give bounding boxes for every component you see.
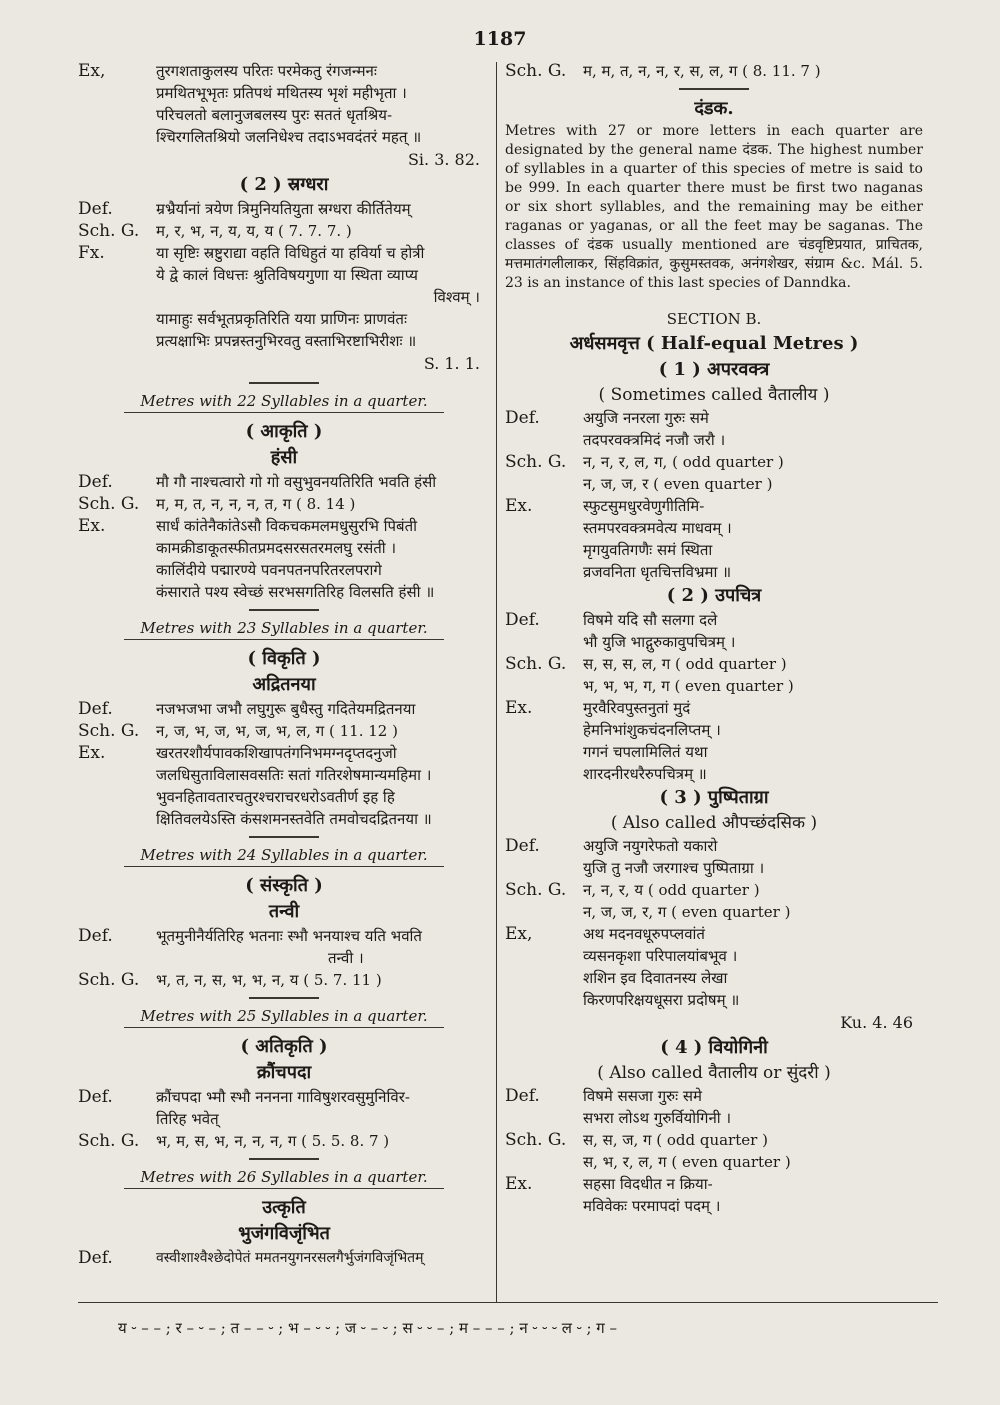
ex-label: Ex.: [505, 698, 533, 718]
ex-label: Ex.: [78, 516, 106, 536]
verse-line: क्षितिवलयेऽस्ति कंसशमनस्तवेति तमवोचदद्रितनया ॥: [156, 810, 432, 828]
divider: [249, 997, 319, 999]
divider: [249, 382, 319, 384]
kraunchapada-entry: [78, 1034, 490, 1152]
scheme: स, स, ज, ग ( odd quarter ): [583, 1131, 768, 1149]
definition: अयुजि नयुगरेफतो यकारो: [583, 837, 718, 855]
dandaka-paragraph: Metres with 27 or more letters in each quarter are designated by the general name दंडक. The highest number of syllables in a quarter of this species of metre is said to be 999. In each quarter there must be first two naganas or six short syllables, and the remaining may be either raganas or yaganas, or all the feet may be saganas. The classes of दंडक usually mentioned are चंडवृष्टिप्रयात, प्राचितक, मत्तमातंगलीलाकर, सिंहविक्रांत, कुसुमस्तवक, अनंगशेखर, संग्राम &c. Mál. 5. 23 is an instance of this last species of Danndka.: [505, 123, 923, 291]
verse-line: सहसा विदधीत न क्रिया-: [583, 1175, 713, 1193]
metre-title: ( 3 ) पुष्पिताग्रा: [659, 787, 769, 808]
definition: म्रभ्रैर्यानां त्रयेण त्रिमुनियतियुता स्रग्धरा कीर्तितेयम्: [156, 200, 411, 218]
ex-label: Ex.: [505, 1174, 533, 1194]
definition-cont: तन्वी ।: [328, 949, 364, 967]
sch-label: Sch. G.: [505, 61, 567, 81]
metre-title: ( 2 ) स्रग्धरा: [239, 174, 329, 195]
definition: वस्वीशाश्वैश्छेदोपेतं ममतनयुगनरसलगैर्भुजंगविजृंभितम्: [156, 1250, 424, 1266]
metre-title: अद्रितनया: [252, 674, 316, 695]
verse-line: स्तमपरवक्त्रमवेत्य माधवम् ।: [583, 519, 732, 537]
verse-line: परिचलतो बलानुजबलस्य पुरः सततं धृतश्रिय-: [156, 106, 393, 124]
scheme: म, म, त, न, न, र, स, ल, ग ( 8. 11. 7 ): [583, 62, 821, 80]
divider: [679, 88, 749, 90]
def-label: Def.: [505, 1086, 540, 1106]
scheme: न, न, र, ल, ग, ( odd quarter ): [583, 453, 784, 471]
sragdhara-example: [78, 60, 490, 172]
definition: तदपरवक्त्रमिदं नजौ जरौ ।: [583, 431, 726, 449]
viyogini-entry: [505, 1035, 923, 1217]
section-heading: Metres with 22 Syllables in a quarter.: [140, 392, 428, 410]
metre-title: तन्वी: [268, 901, 300, 922]
section-heading: Metres with 23 Syllables in a quarter.: [140, 619, 428, 637]
definition: विषमे यदि सौ सलगा दले: [583, 611, 718, 629]
metre-alias: ( Also called वैतालीय or सुंदरी ): [597, 1063, 831, 1083]
scheme: न, ज, भ, ज, भ, ज, भ, ल, ग ( 11. 12 ): [156, 722, 398, 740]
scheme: भ, म, स, भ, न, न, न, ग ( 5. 5. 8. 7 ): [156, 1132, 390, 1150]
ex-label: Ex,: [78, 61, 106, 81]
tanvi-entry: [78, 873, 490, 991]
metre-title: क्रौंचपदा: [256, 1062, 312, 1083]
metre-class: उत्कृति: [262, 1197, 306, 1218]
verse-line: शारदनीरधरैरुपचित्रम् ॥: [583, 765, 707, 783]
verse-line: शशिन इव दिवातनस्य लेखा: [583, 969, 728, 987]
definition: मौ गौ नाश्चत्वारो गो गो वसुभुवनयतिरिति भवति हंसी: [156, 473, 437, 491]
verse-line: प्रमथितभूभृतः प्रतिपथं मथितस्य भृशं महीभृता ।: [156, 84, 407, 102]
definition: सभरा लोऽथ गुरुर्वियोगिनी ।: [583, 1109, 732, 1127]
definition: युजि तु नजौ जरगाश्च पुष्पिताग्रा ।: [583, 859, 765, 877]
divider: [249, 1158, 319, 1160]
hamsi-entry: [78, 419, 490, 603]
verse-line: कालिंदीये पद्मारण्ये पवनपतनपरितरलपरागे: [156, 561, 382, 579]
aparavaktra-entry: [505, 357, 923, 583]
verse-line: या सृष्टिः स्रष्टुराद्या वहति विधिहुतं या हविर्या च होत्री: [156, 244, 425, 262]
pushpitagra-entry: [505, 785, 923, 1035]
sch-label: Sch. G.: [505, 880, 567, 900]
verse-line: यामाहुः सर्वभूतप्रकृतिरिति यया प्राणिनः प्राणवंतः: [156, 310, 408, 328]
footer-rule: [78, 1302, 938, 1303]
metre-class: ( अतिकृति ): [240, 1036, 328, 1057]
divider: [249, 609, 319, 611]
sch-label: Sch. G.: [78, 721, 140, 741]
divider: [249, 836, 319, 838]
citation: Si. 3. 82.: [407, 150, 480, 169]
ex-label: Ex.: [78, 743, 106, 763]
sragdhara-entry: [78, 172, 490, 376]
def-label: Def.: [78, 199, 113, 219]
section-heading: Metres with 24 Syllables in a quarter.: [140, 846, 428, 864]
definition: नजभजभा जभौ लघुगुरू बुधैस्तु गदितेयमद्रितनया: [156, 700, 416, 718]
left-column: [78, 60, 490, 1269]
metre-title: हंसी: [270, 447, 298, 468]
verse-line: विश्वम् ।: [433, 288, 480, 306]
sch-label: Sch. G.: [78, 1131, 140, 1151]
verse-line: मविवेकः परमापदां पदम् ।: [583, 1197, 721, 1215]
verse-line: स्फुटसुमधुरवेणुगीतिमि-: [583, 497, 705, 515]
metre-alias: ( Sometimes called वैतालीय ): [598, 385, 830, 405]
def-label: Def.: [78, 926, 113, 946]
verse-line: भुवनहितावतारचतुरश्चराचरधरोऽवतीर्ण इह हि: [156, 788, 395, 806]
verse-line: मृगयुवतिगणैः समं स्थिता: [583, 541, 713, 559]
metre-class: ( संस्कृति ): [245, 875, 323, 896]
sch-label: Sch. G.: [78, 221, 140, 241]
scheme: म, म, त, न, न, न, त, ग ( 8. 14 ): [156, 495, 356, 513]
definition: अयुजि ननरला गुरुः समे: [583, 409, 709, 427]
citation: S. 1. 1.: [423, 354, 480, 373]
scheme: स, स, स, ल, ग ( odd quarter ): [583, 655, 787, 673]
definition-cont: तिरिह भवेत्: [156, 1110, 219, 1128]
sch-label: Sch. G.: [505, 452, 567, 472]
metre-alias: ( Also called औपच्छंदसिक ): [610, 813, 818, 833]
sch-label: Sch. G.: [505, 654, 567, 674]
scheme: न, न, र, य ( odd quarter ): [583, 881, 760, 899]
verse-line: किरणपरिक्षयधूसरा प्रदोषम् ॥: [583, 991, 740, 1009]
verse-line: व्यसनकृशा परिपालयांबभूव ।: [583, 947, 738, 965]
ex-label: Ex.: [505, 496, 533, 516]
metre-class: ( आकृति ): [245, 421, 323, 442]
scheme: न, ज, ज, र, ग ( even quarter ): [583, 903, 791, 921]
verse-line: प्रत्यक्षाभिः प्रपन्नस्तनुभिरवतु वस्ताभिरष्टाभिरीशः ॥: [156, 332, 417, 350]
adritanaya-entry: [78, 646, 490, 830]
metre-title: भुजंगविजृंभित: [238, 1223, 330, 1244]
verse-line: सार्धं कांतेनैकांतेऽसौ विकचकमलमधुसुरभि पिबंती: [156, 517, 418, 535]
metre-class: ( विकृति ): [247, 648, 321, 669]
scheme: स, भ, र, ल, ग ( even quarter ): [583, 1153, 791, 1171]
verse-line: व्रजवनिता धृतचित्तविभ्रमा ॥: [583, 563, 732, 581]
right-column: [505, 60, 923, 1217]
sch-label: Sch. G.: [78, 494, 140, 514]
page-number: 1187: [473, 28, 527, 50]
metre-title: ( 4 ) वियोगिनी: [660, 1037, 768, 1058]
verse-line: खरतरशौर्यपावकशिखापतंगनिभमग्नदृप्तदनुजो: [156, 744, 397, 762]
verse-line: गगनं चपलामिलितं यथा: [583, 743, 708, 761]
section-title: अर्धसमवृत्त ( Half-equal Metres ): [569, 333, 859, 354]
scheme: म, र, भ, न, य, य, य ( 7. 7. 7. ): [156, 222, 352, 240]
metre-title: ( 1 ) अपरवक्त्र: [658, 359, 770, 380]
definition: भौ युजि भाद्गुरुकावुपचित्रम् ।: [583, 633, 736, 651]
def-label: Def.: [505, 836, 540, 856]
def-label: Def.: [78, 1248, 113, 1268]
dandaka-scheme-row: [505, 60, 923, 82]
def-label: Def.: [505, 408, 540, 428]
verse-line: अथ मदनवधूरुपप्लवांतं: [583, 925, 705, 943]
scheme: न, ज, ज, र ( even quarter ): [583, 475, 773, 493]
verse-line: मुरवैरिवपुस्तनुतां मुदं: [583, 699, 691, 717]
verse-line: जलधिसुताविलासवसतिः सतां गतिरशेषमान्यमहिमा ।: [156, 766, 432, 784]
bhujanga-entry: [78, 1195, 490, 1269]
ex-label: Ex,: [505, 924, 533, 944]
definition: भूतमुनीनैर्यतिरिह भतनाः स्भौ भनयाश्च यति भवति: [156, 927, 422, 945]
scheme: भ, त, न, स, भ, भ, न, य ( 5. 7. 11 ): [156, 971, 382, 989]
verse-line: कामक्रीडाकूतस्फीतप्रमदसरसतरमलघु रसंती ।: [156, 539, 397, 557]
def-label: Def.: [505, 610, 540, 630]
section-heading: Metres with 25 Syllables in a quarter.: [140, 1007, 428, 1025]
verse-line: ये द्वे कालं विधत्तः श्रुतिविषयगुणा या स्थिता व्याप्य: [156, 266, 418, 284]
def-label: Def.: [78, 472, 113, 492]
def-label: Def.: [78, 699, 113, 719]
verse-line: श्चिरगलितश्रियो जलनिधेश्च तदाऽभवदंतरं महत् ॥: [156, 128, 422, 146]
column-divider: [496, 62, 497, 1302]
definition: क्रौंचपदा भ्मौ स्भौ नननना गाविषुशरवसुमुनिविर-: [156, 1088, 410, 1106]
scheme: भ, भ, भ, ग, ग ( even quarter ): [583, 677, 794, 695]
section-heading: SECTION B.: [666, 310, 762, 328]
metre-title: दंडक.: [694, 98, 734, 119]
upachitra-entry: [505, 583, 923, 785]
ex-label: Fx.: [78, 243, 105, 263]
sch-label: Sch. G.: [505, 1130, 567, 1150]
def-label: Def.: [78, 1087, 113, 1107]
verse-line: तुरगशताकुलस्य परितः परमेकतु रंगजन्मनः: [156, 62, 377, 80]
sch-label: Sch. G.: [78, 970, 140, 990]
definition: विषमे ससजा गुरुः समे: [583, 1087, 703, 1105]
section-heading: Metres with 26 Syllables in a quarter.: [140, 1168, 428, 1186]
metre-title: ( 2 ) उपचित्र: [666, 585, 762, 606]
verse-line: कंसाराते पश्य स्वेच्छं सरभसगतिरिह विलसति हंसी ॥: [156, 583, 435, 601]
prosody-key-footer: य ⏑ – – ; र – ⏑ – ; त – – ⏑ ; भ – ⏑ ⏑ ; ज ⏑ – ⏑ ; स ⏑ ⏑ – ; म – – – ; न ⏑ ⏑ ⏑ ल ⏑ ; ग –: [118, 1319, 618, 1337]
verse-line: हेमनिभांशुकचंदनलिप्तम् ।: [583, 721, 721, 739]
citation: Ku. 4. 46: [840, 1013, 913, 1032]
